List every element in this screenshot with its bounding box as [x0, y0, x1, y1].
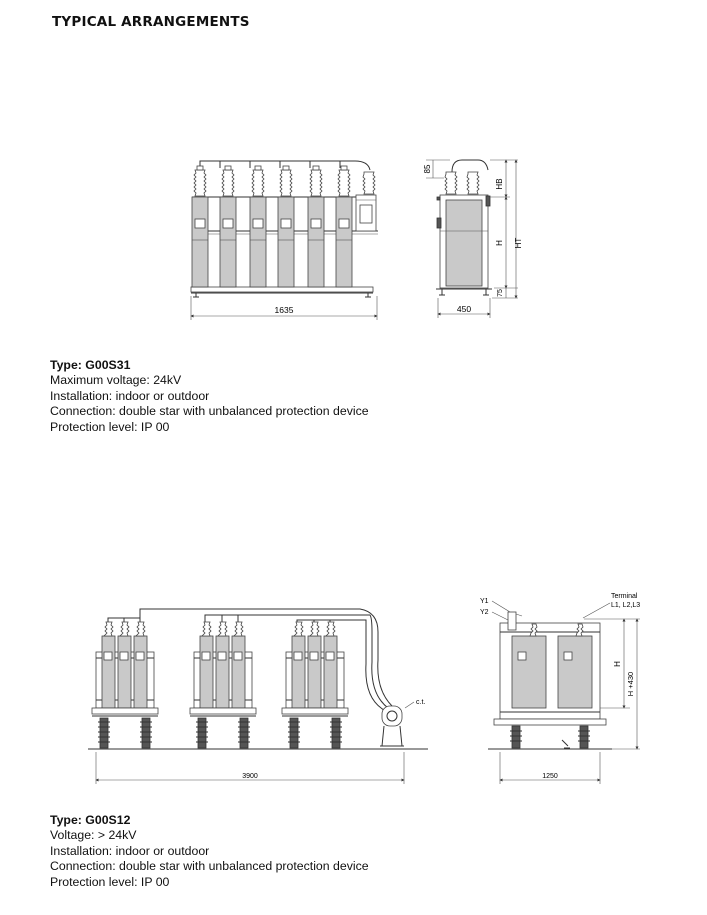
dim-h2: H — [613, 661, 622, 667]
dim-450: 450 — [456, 304, 472, 314]
dim-h: H — [495, 240, 504, 246]
spec-line: Installation: indoor or outdoor — [50, 843, 210, 858]
drawing-g00s12-front — [88, 609, 428, 784]
dim-h430: H +430 — [626, 671, 635, 697]
page-title: TYPICAL ARRANGEMENTS — [52, 14, 250, 30]
dim-ht: HT — [514, 237, 523, 249]
type-label: Type: G00S31 — [50, 358, 131, 372]
dim-1250: 1250 — [542, 773, 558, 780]
drawing-g00s31-front — [191, 161, 378, 320]
spec-line: Protection level: IP 00 — [50, 874, 170, 889]
spec-line: Installation: indoor or outdoor — [50, 388, 210, 403]
spec-line: Maximum voltage: 24kV — [50, 373, 182, 388]
dim-3900: 3900 — [242, 773, 258, 780]
spec-block-g00s12 — [50, 813, 369, 890]
label-phases: L1, L2,L3 — [611, 602, 641, 609]
dim-75: 75 — [497, 289, 504, 297]
dim-85: 85 — [423, 164, 432, 174]
drawing-g00s31-side — [423, 160, 523, 318]
label-terminal: Terminal — [611, 593, 638, 600]
label-ct: c.t. — [416, 699, 426, 706]
dim-hb: HB — [495, 178, 504, 190]
spec-block-g00s31 — [50, 358, 369, 435]
label-y1: Y1 — [480, 598, 489, 605]
spec-line: Voltage: > 24kV — [50, 828, 137, 843]
drawing-g00s12-side — [480, 593, 640, 784]
dim-1635: 1635 — [274, 305, 294, 315]
spec-line: Connection: double star with unbalanced protection device — [50, 859, 369, 874]
spec-line: Protection level: IP 00 — [50, 419, 170, 434]
spec-line: Connection: double star with unbalanced protection device — [50, 404, 369, 419]
label-y2: Y2 — [480, 609, 489, 616]
type-label: Type: G00S12 — [50, 813, 131, 827]
